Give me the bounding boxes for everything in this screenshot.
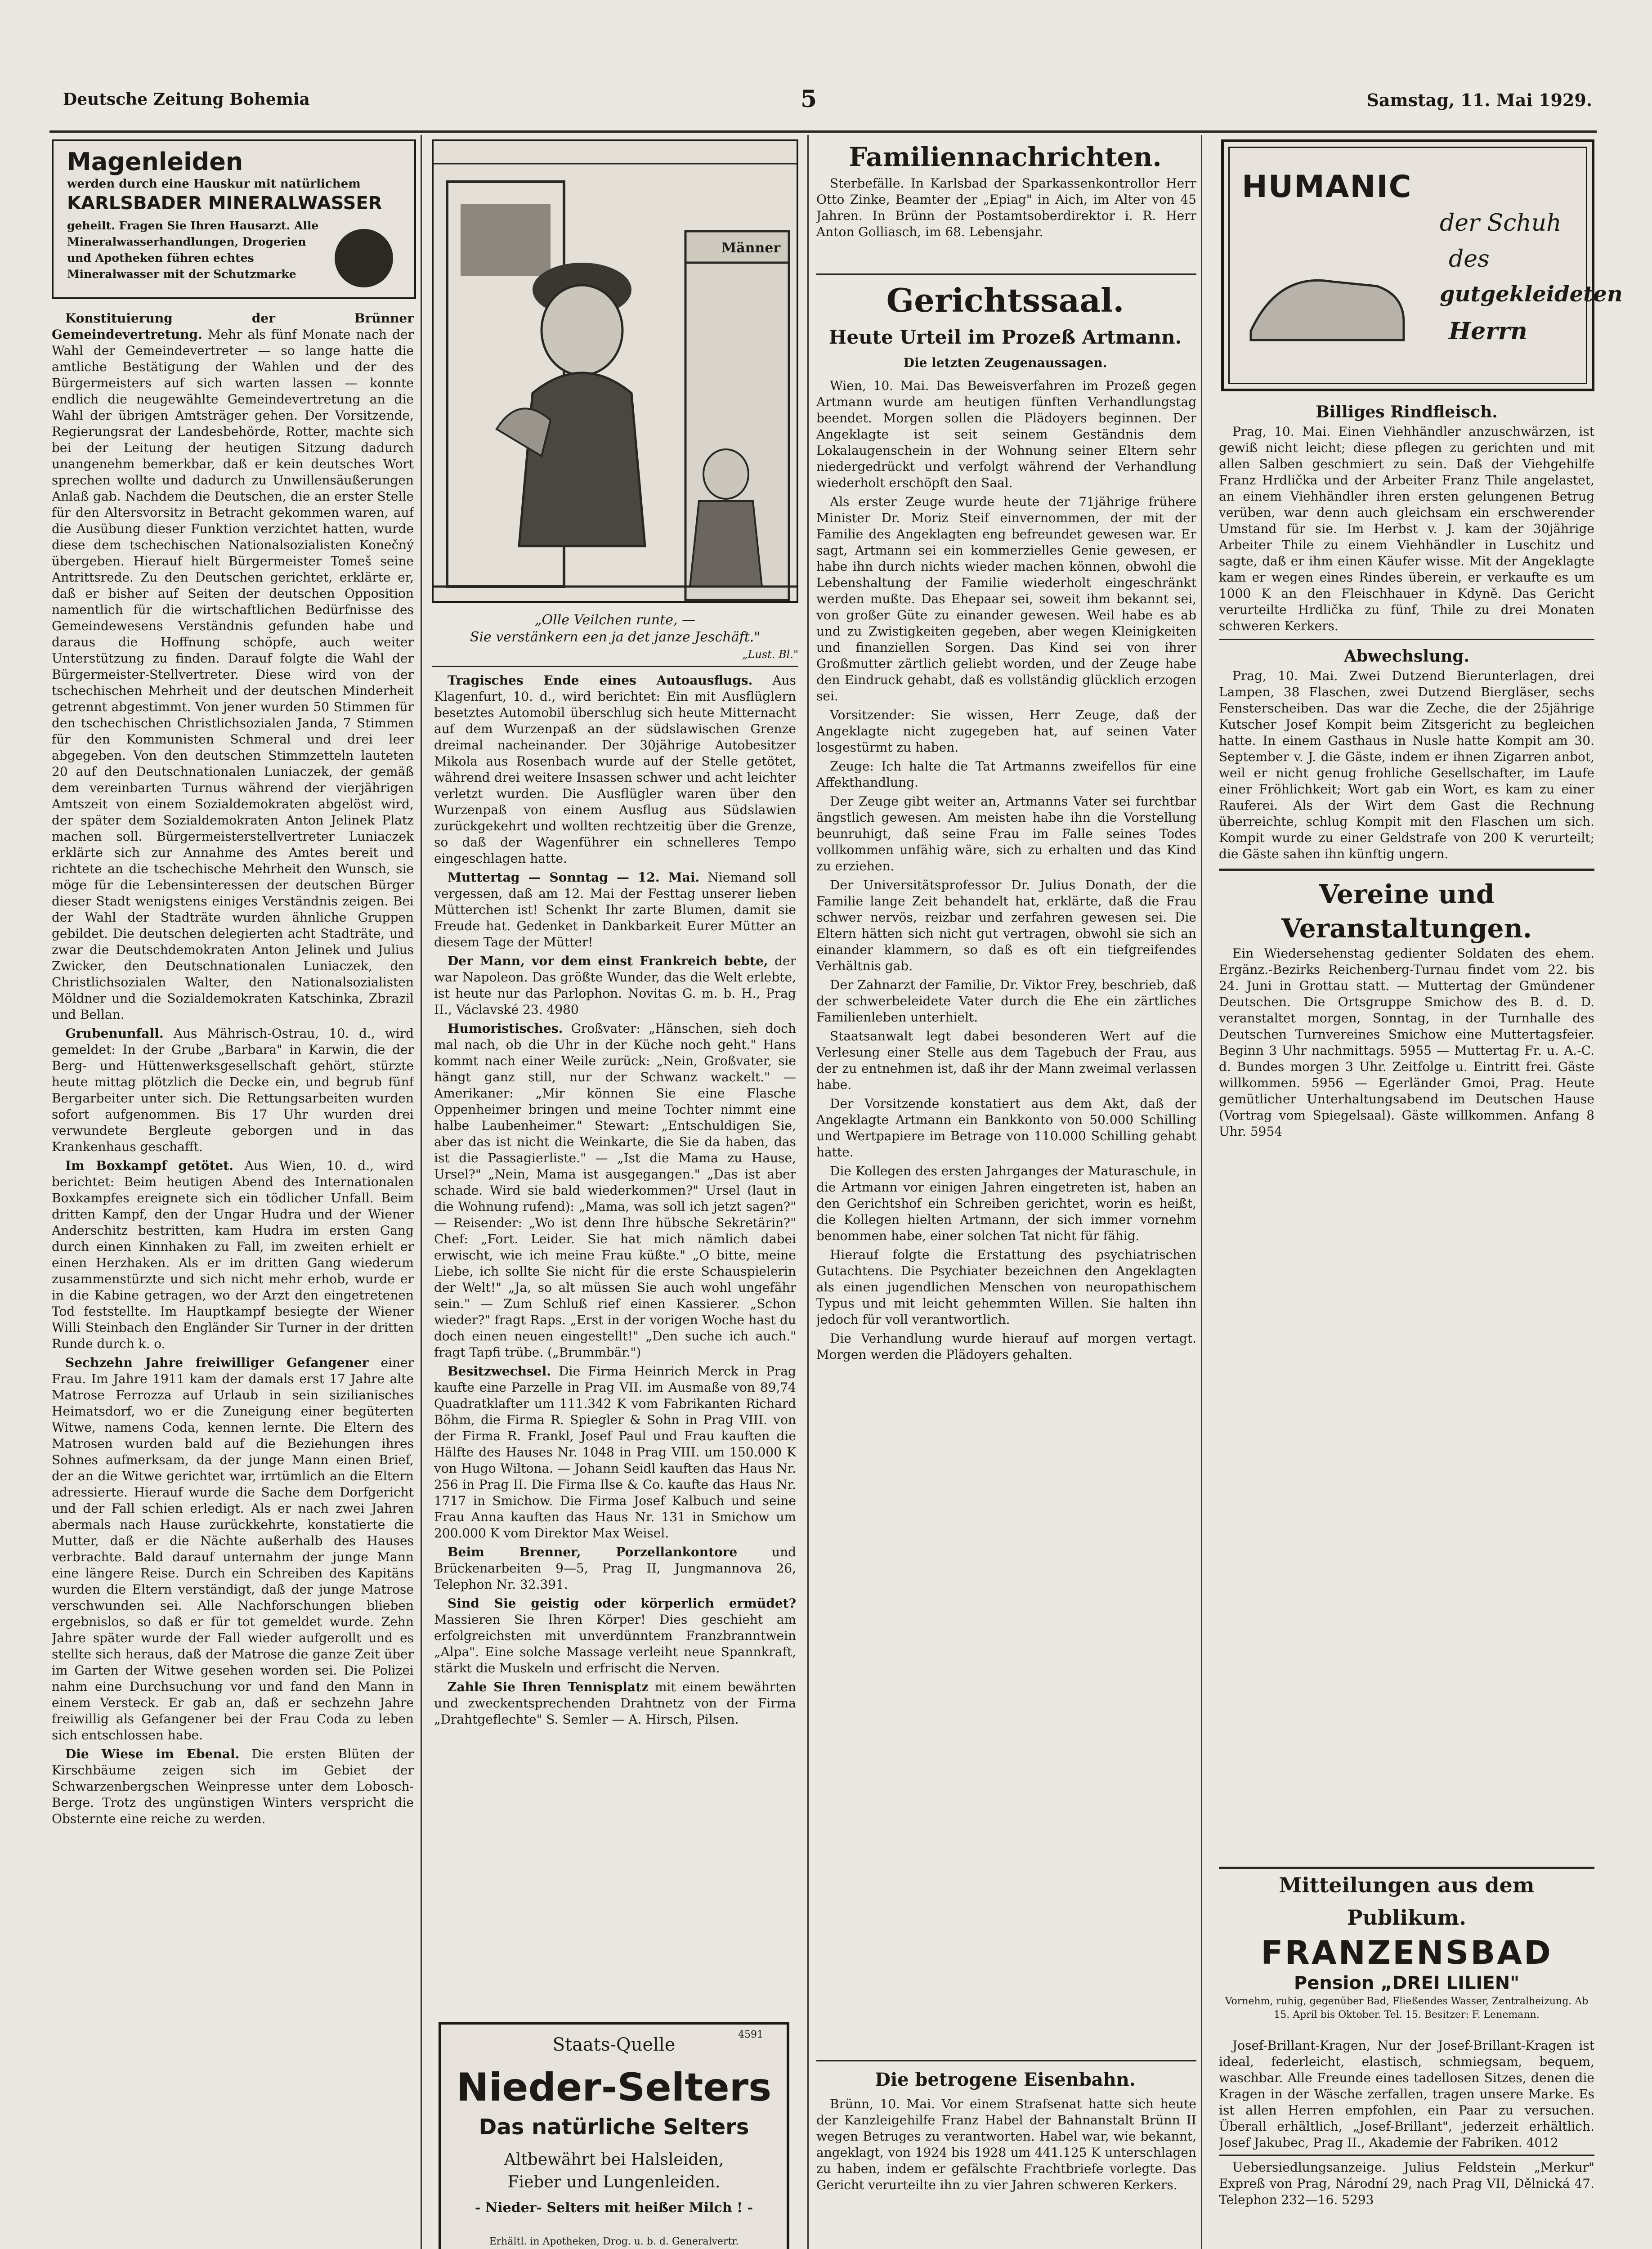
divider bbox=[432, 666, 798, 667]
divider bbox=[1219, 639, 1594, 640]
article-text: Ein Wiedersehenstag gedienter Soldaten des ehem. Ergänz.-Bezirks Reichenberg-Turnau findet vom 22. bis 24. Juni in Grottau statt. — Muttertag der Gmündener Deutschen. Die Ortsgruppe Smichow des B. d. D. veranstaltet morgen, Sonntag, in der Turnhalle des Deutschen Turnvereines Smichow eine Muttertagsfeier. Beginn 3 Uhr nachmittags. 5955 — Muttertag Fr. u. A.-C. d. Bundes morgen 3 Uhr. Zeitfolge u. Eintritt frei. Gäste willkommen. 5956 — Egerländer Gmoi, Prag. Heute gemütlicher Unterhaltungsabend im Deutschen Hause (Vortrag vom Spiegelsaal). Gäste willkommen. Anfang 8 Uhr. 5954 bbox=[1219, 946, 1594, 1139]
article-heading: Muttertag — Sonntag — 12. Mai. bbox=[448, 870, 700, 885]
article-text: mit einem bewährten und zweckentsprechenden Drahtnetz von der Firma „Drahtgeflechte" S. Semler — A. Hirsch, Pilsen. bbox=[434, 1680, 796, 1727]
shop-sign: Männer bbox=[721, 240, 781, 256]
article-text: Prag, 10. Mai. Zwei Dutzend Bierunterlagen, drei Lampen, 38 Flaschen, zwei Dutzend Biergläser, sechs Fensterscheiben. Das war die Zeche, die der 25jährige Kutscher Josef Kompit beim Zitsgericht zu begleichen hatte. In einem Gasthaus in Nusle hatte Kompit am 30. September v. J. die Gäste, indem er ihnen Zigarren anbot, weil er nicht genug frohliche Gesellschafter, im Laufe einer Fröhlichkeit; Wort gab ein Wort, es kam zu einer Rauferei. Als der Wirt dem Gast die Rechnung überreichte, schlug Kompit mit den Flaschen um sich. Kompit wurde zu einer Geldstrafe von 200 K verurteilt; die Gäste sahen ihn künftig ungern. bbox=[1219, 668, 1594, 861]
caption-credit: „Lust. Bl." bbox=[742, 648, 798, 661]
ad-line: werden durch eine Hauskur mit natürlichem bbox=[67, 177, 361, 191]
ad-nieder-selters bbox=[439, 2022, 789, 2249]
article-heading: Sechzehn Jahre freiwilliger Gefangener bbox=[65, 1355, 369, 1370]
ad-line: der Schuh bbox=[1440, 210, 1562, 237]
article-heading: Sind Sie geistig oder körperlich ermüdet? bbox=[448, 1596, 796, 1611]
paragraph: Der Vorsitzende konstatiert aus dem Akt, daß der Angeklagte Artmann ein Bankkonto von 50.000 Schilling und Wertpapiere im Betrage von 110.000 Schilling gehabt hatte. bbox=[816, 1096, 1196, 1160]
ad-line: des bbox=[1449, 246, 1490, 273]
article-text: Die Firma Heinrich Merck in Prag kaufte eine Parzelle in Prag VII. im Ausmaße von 89,74 Quadratklafter um 111.342 K vom Fabrikanten Richard Böhm, die Firma R. Spiegler & Sohn in Prag VIII. von der Firma R. Frankl, Josef Paul und Frau kauften die Hälfte des Hauses Nr. 1048 in Prag VIII. um 150.000 K von Hugo Wiltona. — Johann Seidl kauften das Haus Nr. 256 in Prag II. Die Firma Ilse & Co. kaufte das Haus Nr. 1717 in Smichow. Die Firma Josef Kalbuch und seine Frau Anna kauften das Haus Nr. 131 in Smichow um 200.000 K vom Direktor Max Weisel. bbox=[434, 1364, 796, 1541]
article-heading: Die Wiese im Ebenal. bbox=[65, 1747, 240, 1761]
paragraph: Vorsitzender: Sie wissen, Herr Zeuge, daß der Angeklagte nicht zugegeben hat, auf seinen Vater losgestürmt zu haben. bbox=[816, 708, 1196, 755]
article bbox=[434, 953, 796, 1018]
article-heading: Im Boxkampf getötet. bbox=[65, 1158, 233, 1173]
column-rule bbox=[807, 135, 809, 2249]
article-heading: Beim Brenner, Porzellankontore bbox=[448, 1545, 738, 1559]
article-heading: Der Mann, vor dem einst Frankreich bebte, bbox=[448, 954, 768, 968]
article-heading: Zahle Sie Ihren Tennisplatz bbox=[448, 1680, 649, 1694]
article-text: Aus Mährisch-Ostrau, 10. d., wird gemeldet: In der Grube „Barbara" in Karwin, die der Berg- und Hüttenwerksgesellschaft gehört, stürzte heute mittag plötzlich die Decke ein, und begrub fünf Bergarbeiter unter sich. Die Rettungsarbeiten wurden sofort aufgenommen. Bis 17 Uhr wurden drei verwundete Bergleute geborgen und in das Krankenhaus geschafft. bbox=[52, 1026, 414, 1154]
article bbox=[434, 869, 796, 950]
newspaper-name: Deutsche Zeitung Bohemia bbox=[63, 90, 310, 109]
article-text: Die ersten Blüten der Kirschbäume zeigen sich im Gebiet der Schwarzenbergschen Weinpresse unter dem Lobosch-Berge. Trotz des ungünstigen Winters verspricht die Obsternte eine reiche zu werden. bbox=[52, 1747, 414, 1826]
page-header bbox=[63, 85, 1592, 126]
ad-line: Fieber und Lungenleiden. bbox=[507, 2173, 721, 2191]
article bbox=[52, 1355, 414, 1743]
page-number: 5 bbox=[801, 85, 817, 113]
article-heading: Billiges Rindfleisch. bbox=[1316, 403, 1498, 421]
article-text: Aus Klagenfurt, 10. d., wird berichtet: Ein mit Ausflüglern besetztes Automobil überschlug sich heute Mitternacht auf dem Wurzenpaß an der südslawischen Grenze dreimal nacheinander. Der 30jährige Autobesitzer Mikola aus Rosenbach wurde auf der Stelle getötet, während drei weitere Insassen schwer und acht leichter verletzt wurden. Die Ausflügler waren über den Wurzenpaß von einem Ausflug aus Südslawien zurückgekehrt und wollten rechtzeitig über die Grenze, so daß der Wagenführer ein schnelleres Tempo eingeschlagen hatte. bbox=[434, 673, 796, 866]
paragraph: Der Zahnarzt der Familie, Dr. Viktor Frey, beschrieb, daß der schwerbeleidete Vater durch die Ehe ein zärtliches Familienleben unterhielt. bbox=[816, 977, 1196, 1025]
issue-date: Samstag, 11. Mai 1929. bbox=[1366, 90, 1592, 110]
article-text: Großvater: „Hänschen, sieh doch mal nach, ob die Uhr in der Küche noch geht." Hans kommt nach einer Weile zurück: „Nein, Großvater, sie hängt ganz still, nur der Schwanz wackelt." — Amerikaner: „Mir können Sie eine Flasche Oppenheimer bringen und meine Tochter nimmt eine halbe Laubenheimer." Stewart: „Entschuldigen Sie, aber das ist nicht die Weinkarte, die Sie da haben, das ist die Passagierliste." — „Ist die Mama zu Hause, Ursel?" „Nein, Mama ist ausgegangen." „Das ist aber schade. Wird sie bald wiederkommen?" Ursel (laut in die Wohnung rufend): „Mama, was soll ich jetzt sagen?" — Reisender: „Wo ist denn Ihre hübsche Sekretärin?" Chef: „Fort. Leider. Sie hat mich nämlich dabei erwischt, wie ich meine Frau küßte." „O bitte, meine Liebe, ich sollte Sie nicht für die erste Schauspielerin der Welt!" „Ja, so alt müssen Sie auch wohl ungefähr sein." — Zum Schluß rief einen Kassierer. „Schon wieder?" fragt Raps. „Erst in der vorigen Woche hast du doch einen neuen eingestellt!" „Den suche ich auch." fragt Tapfi trübe. („Brummbär.") bbox=[434, 1021, 796, 1360]
article bbox=[434, 1363, 796, 1541]
paragraph: Hierauf folgte die Erstattung des psychiatrischen Gutachtens. Die Psychiater bezeichnen den Angeklagten als einen jugendlichen Menschen von neuropathischem Typus und mit leicht gehemmten Willen. Sie halten ihn jedoch für voll verantwortlich. bbox=[816, 1247, 1196, 1327]
publikum-section bbox=[1219, 1867, 1594, 2022]
article-text: Prag, 10. Mai. Einen Viehhändler anzuschwärzen, ist gewiß nicht leicht; diese pflegen zu gerichten und mit allen Salben geschmiert zu sein. Daß der Viehgehilfe Franz Hrdlička und der Arbeiter Franz Thile angelastet, an einem Viehhändler ihren ersten gelungenen Betrug verüben, war denn auch gleichsam ein erschwerender Umstand für sie. Im Herbst v. J. kam der 30jährige Arbeiter Thile zu einem Viehhändler in Luschitz und sagte, daß er ihm einen Käufer wisse. Mit der Angeklagte kam er wegen eines Rindes überein, er verkaufte es um 1000 K an den Fleischhauer in Kdyně. Das Gericht verurteilte Hrdlička zu fünf, Thile zu drei Monaten schweren Kerkers. bbox=[1219, 424, 1594, 633]
shoe-icon bbox=[1242, 219, 1413, 367]
article bbox=[434, 1544, 796, 1593]
article-text: der war Napoleon. Das größte Wunder, das die Welt erlebte, ist heute nur das Parlophon. Novitas G. m. b. H., Prag II., Václavské 23. 4980 bbox=[434, 954, 796, 1017]
paragraph: Als erster Zeuge wurde heute der 71jährige frühere Minister Dr. Moriz Steif einvernommen, der mit der Familie des Angeklagten eng befreundet gewesen war. Er sagt, Artmann sei ein kommerzielles Genie gewesen, er habe ihn durch nichts wieder machen können, obwohl die Lebenshaltung der Familie wiederholt eingeschränkt werden mußte. Das Ehepaar sei, soweit ihm bekannt sei, von großer Güte zu einander gewesen. Weil habe es ab und zu Zwistigkeiten gegeben, aber wegen Kleinigkeiten und finanziellen Sorgen. Das Kind sei von ihrer Großmutter zärtlich geliebt worden, und der Zeuge habe den Eindruck gehabt, daß es vollständig glücklich erzogen sei. bbox=[816, 494, 1196, 703]
paragraph: Brünn, 10. Mai. Vor einem Strafsenat hatte sich heute der Kanzleigehilfe Franz Habel der Bahnanstalt Brünn II wegen Betruges zu verantworten. Habel war, wie bekannt, angeklagt, von 1924 bis 1928 um 441.125 K unterschlagen zu haben, indem er gefälschte Frachtbriefe vorlegte. Das Gericht verurteilte ihn zu vier Jahren schweren Kerkers. bbox=[816, 2097, 1196, 2192]
article-text: Massieren Sie Ihren Körper! Dies geschieht am erfolgreichsten mit unverdünntem Franzbranntwein „Alpa". Eine solche Massage verleiht neue Spannkraft, stärkt die Muskeln und erfrischt die Nerven. bbox=[434, 1612, 796, 1676]
article bbox=[434, 1021, 796, 1361]
article-heading: Humoristisches. bbox=[448, 1021, 563, 1036]
ad-karlsbader bbox=[52, 139, 416, 299]
ad-line: KARLSBADER MINERALWASSER bbox=[67, 193, 382, 214]
paragraph: Der Universitätsprofessor Dr. Julius Donath, der die Familie lange Zeit behandelt hat, erklärte, daß die Frau schwer nervös, reizbar und zerfahren gewesen sei. Die Eltern hätten sich nicht gut vertragen, obwohl sie sich an einander klammern, so daß es oft ein tiefgreifendes Verhältnis gab. bbox=[816, 878, 1196, 973]
article-heading: Besitzwechsel. bbox=[448, 1364, 551, 1379]
cartoon-caption bbox=[432, 612, 798, 663]
article-text: Aus Wien, 10. d., wird berichtet: Beim heutigen Abend des Internationalen Boxkampfes ereignete sich ein tödlicher Unfall. Beim dritten Kampf, den der Ungar Hudra und der Wiener Anderschitz bestritten, kam Hudra im ersten Gang durch einen Kinnhaken zu Fall, im zweiten erhielt er einen Herzhaken. Als er im dritten Gang wiederum zusammenstürzte und sich nicht mehr erhob, wurde er in die Kabine getragen, wo der Arzt den eingetretenen Tod feststellte. Im Hauptkampf besiegte der Wiener Willi Steinbach den Engländer Sir Turner in der dritten Runde durch k. o. bbox=[52, 1158, 414, 1351]
article bbox=[52, 310, 414, 1023]
paragraph: Der Zeuge gibt weiter an, Artmanns Vater sei furchtbar ängstlich gewesen. Am meisten habe ihn die Vorstellung beunruhigt, daß seine Frau im Falle seines Todes vollkommen unfähig wäre, sich zu erhalten und das Kind zu erziehen. bbox=[816, 794, 1196, 874]
cartoon-drawing bbox=[434, 141, 797, 601]
article bbox=[434, 672, 796, 867]
column-rule bbox=[421, 135, 422, 2249]
rail-article bbox=[816, 2096, 1196, 2249]
caption-line: Sie verstänkern een ja det janze Jeschäft." bbox=[470, 629, 761, 645]
ad-line: Herrn bbox=[1449, 318, 1527, 345]
article-text: Sterbefälle. In Karlsbad der Sparkassenkontrollor Herr Otto Zinke, Beamter der „Epiag" in Aich, im Alter von 45 Jahren. In Brünn der Postamtsoberdirektor i. R. Herr Anton Golliasch, im 68. Lebensjahr. bbox=[816, 176, 1196, 239]
ad-subtitle: Das natürliche Selters bbox=[479, 2115, 749, 2140]
trial-heading: Heute Urteil im Prozeß Artmann. bbox=[828, 326, 1182, 348]
article-text: Josef-Brillant-Kragen, Nur der Josef-Brillant-Kragen ist ideal, federleicht, elastisch, schmiegsam, bequem, waschbar. Alle Freunde eines tadellosen Sitzes, denen die Kragen in der Wäsche zerfallen, tragen unsere Marke. Es ist allen Herren empfohlen, ein Paar zu versuchen. Überall erhältlich, „Josef-Brillant", jederzeit erhältlich. Josef Jakubec, Prag II., Akademie der Fabriken. 4012 bbox=[1219, 2038, 1594, 2150]
column-4-bottom bbox=[1219, 2038, 1594, 2249]
events-heading: Vereine und Veranstaltungen. bbox=[1281, 879, 1532, 944]
family-news-heading: Familiennachrichten. bbox=[849, 142, 1162, 172]
article-text: Uebersiedlungsanzeige. Julius Feldstein „Merkur" Expreß von Prag, Národní 29, nach Prag VII, Dělnická 47. Telephon 232—16. 5293 bbox=[1219, 2160, 1594, 2207]
column-1 bbox=[52, 310, 414, 2249]
trial-subheading: Die letzten Zeugenaussagen. bbox=[903, 355, 1107, 370]
column-4 bbox=[1219, 400, 1594, 1862]
paragraph: Wien, 10. Mai. Das Beweisverfahren im Prozeß gegen Artmann wurde am heutigen fünften Verhandlungstag beendet. Morgen sollen die Plädoyers beginnen. Der Angeklagte ist seit seinem Geständnis dem Lokalaugenschein in der Wohnung seiner Eltern sehr niedergedrückt und verfolgt während der Verhandlung wiederholt erschöpft den Saal. bbox=[816, 378, 1196, 490]
paragraph: Staatsanwalt legt dabei besonderen Wert auf die Verlesung einer Stelle aus dem Tagebuch der Frau, aus der zu entnehmen ist, daß ihr der Mann zweimal verlassen habe. bbox=[816, 1029, 1196, 1092]
article bbox=[52, 1158, 414, 1352]
article-text: Niemand soll vergessen, daß am 12. Mai der Festtag unserer lieben Mütterchen ist! Schenkt Ihr zarte Blumen, damit sie Freude hat. Gedenket in Dankbarkeit Eurer Mütter an diesem Tage der Mütter! bbox=[434, 870, 796, 950]
ad-humanic bbox=[1221, 139, 1623, 391]
column-rule bbox=[1201, 135, 1202, 2249]
article-text: und Brückenarbeiten 9—5, Prag II, Jungmannova 26, Telephon Nr. 32.391. bbox=[434, 1545, 796, 1592]
pension-text: Vornehm, ruhig, gegenüber Bad, Fließendes Wasser, Zentralheizung. Ab 15. April bis Oktober. Tel. 15. Besitzer: F. Lenemann. bbox=[1225, 1996, 1589, 2021]
divider bbox=[816, 273, 1196, 275]
caption-line: „Olle Veilchen runte, — bbox=[534, 612, 696, 628]
ad-title: Magenleiden bbox=[67, 148, 243, 176]
article-heading: Abwechslung. bbox=[1343, 647, 1470, 666]
article-heading: Konstituierung der Brünner Gemeindevertretung. bbox=[52, 311, 414, 342]
article-text: einer Frau. Im Jahre 1911 kam der damals erst 17 Jahre alte Matrose Ferrozza auf Urlaub in sein sizilianisches Heimatsdorf, wo er die Zuneigung einer begüterten Witwe, namens Coda, kennen lernte. Die Eltern des Matrosen wurden bald auf die Beziehungen ihres Sohnes aufmerksam, da der junge Mann einen Brief, der an die Witwe gerichtet war, irrtümlich an die Eltern adressierte. Hierauf wurde die Sache dem Dorfgericht und der Fall schien erledigt. Als er nach zwei Jahren abermals nach Hause zurückkehrte, konstatierte die Mutter, daß er die Nächte außerhalb des Hauses verbrachte. Bald darauf unternahm der junge Mann eine längere Reise. Durch ein Schreiben des Kapitäns wurden die Eltern verständigt, daß der junge Matrose verschwunden sei. Alle Nachforschungen blieben ergebnislos, so daß er für tot gemeldet wurde. Zehn Jahre später wurde der Fall wieder aufgerollt und es stellte sich heraus, daß der Matrose die ganze Zeit über im Garten der Witwe gesehen worden sei. Die Polizei nahm eine Durchsuchung vor und fand den Mann in einem Versteck. Er gab an, daß er sechzehn Jahre freiwillig als Gefangener bei der Frau Coda zu leben sich entschlossen habe. bbox=[52, 1355, 414, 1743]
family-news bbox=[816, 175, 1196, 270]
article-heading: Tragisches Ende eines Autoausflugs. bbox=[448, 673, 753, 688]
ad-line: gutgekleideten bbox=[1440, 282, 1623, 307]
publikum-heading: Mitteilungen aus dem Publikum. bbox=[1279, 1873, 1535, 1930]
ad-top: Staats-Quelle bbox=[552, 2034, 676, 2055]
ad-line: Erhältl. in Apotheken, Drog. u. b. d. Generalvertr. bbox=[489, 2236, 739, 2247]
divider bbox=[1219, 1867, 1594, 1869]
article-heading: Grubenunfall. bbox=[65, 1026, 164, 1041]
article bbox=[434, 1595, 796, 1676]
franzensbad-title: FRANZENSBAD bbox=[1261, 1934, 1553, 1971]
paragraph: Die Kollegen des ersten Jahrganges der Maturaschule, in die Artmann vor einigen Jahren eingetreten ist, haben an den Gerichtshof ein Schreiben gerichtet, worin es heißt, die Kollegen hielten Artmann, der sich immer vornehm benommen habe, einer solchen Tat nicht für fähig. bbox=[816, 1164, 1196, 1243]
court-heading: Gerichtssaal. bbox=[886, 281, 1124, 319]
pension-name: Pension „DREI LILIEN" bbox=[1294, 1973, 1520, 1994]
divider bbox=[816, 2060, 1196, 2061]
rail-heading: Die betrogene Eisenbahn. bbox=[875, 2069, 1136, 2090]
divider bbox=[1219, 2155, 1594, 2156]
ad-number: 4591 bbox=[738, 2029, 763, 2040]
ad-line: Altbewährt bei Halsleiden, bbox=[504, 2150, 724, 2169]
column-2 bbox=[434, 672, 796, 1995]
article-text: Mehr als fünf Monate nach der Wahl der Gemeindevertreter — so lange hatte die amtliche Bestätigung der Wahlen und der des Bürgermeisters auf sich warten lassen — konnte endlich die neugewählte Gemeindevertretung an die Wahl der übrigen Amtsträger gehen. Der Vorsitzende, Regierungsrat der Landesbehörde, Rotter, machte sich bei der Leitung der heutigen Sitzung dadurch unangenehm bemerkbar, daß er kein deutsches Wort sprechen wollte und dadurch zu Unwillensäußerungen Anlaß gab. Nachdem die Deutschen, die an erster Stelle für den Altersvorsitz in Betracht gekommen waren, auf die Ausübung dieser Funktion verzichtet hatten, wurde diese dem tschechischen Nationalsozialisten Konečný übergeben. Hierauf hielt Bürgermeister Tomeš seine Antrittsrede. Zu den Deutschen gerichtet, erklärte er, daß er bisher auf Seiten der deutschen Opposition namentlich für die wirtschaftlichen Bedürfnisse des Gemeindewesens Verständnis gefunden habe und daraus die Hoffnung schöpfe, auch weiter Unterstützung zu finden. Darauf folgte die Wahl der Bürgermeister-Stellvertreter. Diese wird von der tschechischen Mehrheit und der deutschen Minderheit getrennt abgestimmt. Von jener wurden 50 Stimmen für den tschechischen Christlichsozialen Janda, 7 Stimmen für den Kommunisten Schmeral und drei leer abgegeben. Von den deutschen Stimmzetteln lauteten 20 auf den Deutschnationalen Luniaczek, der gemäß dem vereinbarten Turnus während der vierjährigen Amtszeit von einem Sozialdemokraten abgelöst wird, der später dem Sozialdemokraten Anton Jelinek Platz machen soll. Bürgermeisterstellvertreter Luniaczek erklärte sich zur Annahme des Amtes bereit und richtete an die tschechische Mehrheit den Wunsch, sie möge für die Lebensinteressen der deutschen Bürger dieser Stadt wenigstens einiges Verständnis zeigen. Bei der Wahl der Stadträte wurden ähnliche Gruppen gebildet. Die deutschen delegierten acht Stadträte, und zwar die Deutschdemokraten Anton Jelinek und Julius Zwicker, den Deutschnationalen Luniaczek, den Christlichsozialen Walter, den Nationalsozialisten Möldner und die Sozialdemokraten Katschinka, Zbrazil und Bellan. bbox=[52, 327, 414, 1022]
seal-icon bbox=[335, 229, 393, 287]
header-rule bbox=[49, 130, 1597, 133]
article bbox=[52, 1026, 414, 1155]
paragraph: Zeuge: Ich halte die Tat Artmanns zweifellos für eine Affekthandlung. bbox=[816, 759, 1196, 790]
ad-line: geheilt. Fragen Sie Ihren Hausarzt. Alle Mineralwasserhandlungen, Drogerien und Apotheken führen echtes Mineralwasser mit der Schutzmarke bbox=[67, 219, 319, 281]
cartoon-illustration bbox=[432, 139, 798, 603]
article bbox=[52, 1746, 414, 1827]
ad-line: - Nieder- Selters mit heißer Milch ! - bbox=[475, 2200, 753, 2216]
article bbox=[434, 1679, 796, 1728]
trial-article bbox=[816, 378, 1196, 2051]
ad-brand: Nieder-Selters bbox=[456, 2065, 772, 2110]
ad-brand: HUMANIC bbox=[1242, 169, 1412, 205]
paragraph: Die Verhandlung wurde hierauf auf morgen vertagt. Morgen werden die Plädoyers gehalten. bbox=[816, 1331, 1196, 1362]
divider bbox=[1219, 869, 1594, 871]
